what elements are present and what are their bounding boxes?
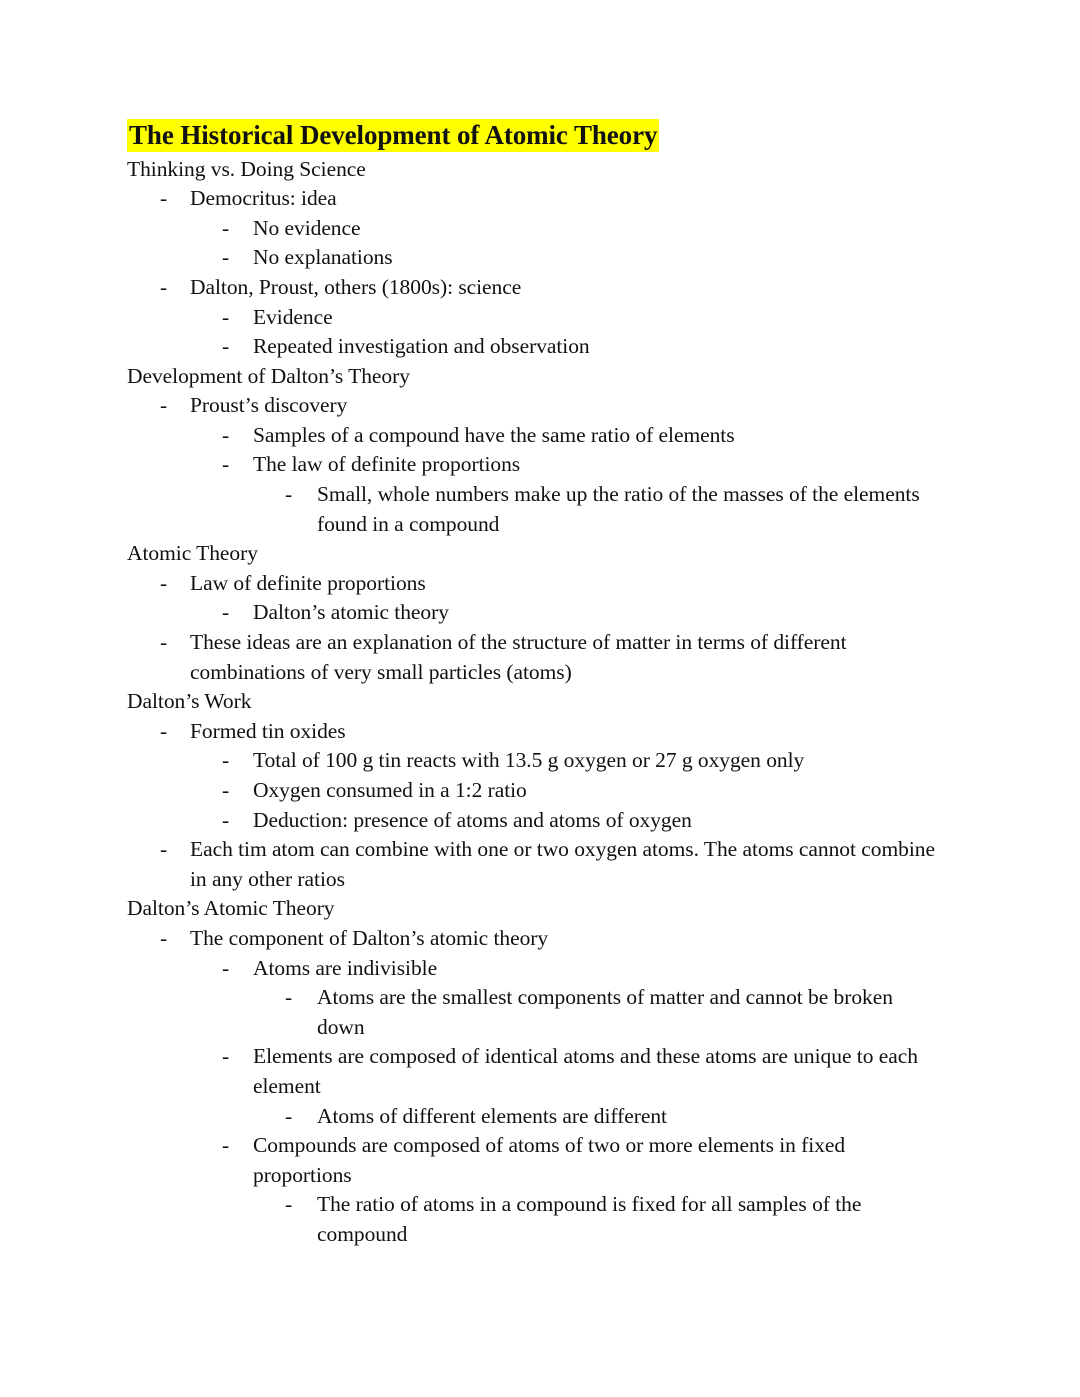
bullet-dash-icon: - <box>222 215 230 240</box>
outline-bullet-item <box>222 1131 945 1190</box>
outline-bullet-item <box>222 776 945 806</box>
bullet-dash-icon: - <box>285 985 293 1010</box>
outline-bullet-item <box>222 954 945 984</box>
outline-heading <box>127 539 945 569</box>
outline-item-label: Each tim atom can combine with one or two oxygen atoms. The atoms cannot combine in any other ratios <box>190 837 935 891</box>
outline-item-label: Atoms are indivisible <box>253 955 438 980</box>
outline-bullet-item <box>160 924 945 954</box>
bullet-dash-icon: - <box>222 807 230 832</box>
outline-bullet-item <box>222 806 945 836</box>
outline-item-label: Elements are composed of identical atoms and these atoms are unique to each element <box>253 1044 918 1098</box>
bullet-dash-icon: - <box>222 334 230 359</box>
outline-item-label: Atomic Theory <box>127 541 258 566</box>
outline-item-label: Evidence <box>253 304 333 329</box>
outline-bullet-item <box>222 214 945 244</box>
outline-item-label: Dalton, Proust, others (1800s): science <box>190 274 522 299</box>
outline-bullet-item <box>285 1190 945 1249</box>
outline-bullet-item <box>160 717 945 747</box>
outline-item-label: Proust’s discovery <box>190 393 348 418</box>
outline-bullet-item <box>222 303 945 333</box>
bullet-dash-icon: - <box>222 245 230 270</box>
bullet-dash-icon: - <box>222 304 230 329</box>
outline-bullet-item <box>160 628 945 687</box>
bullet-dash-icon: - <box>222 1133 230 1158</box>
outline-item-label: Oxygen consumed in a 1:2 ratio <box>253 778 527 803</box>
outline-item-label: Compounds are composed of atoms of two or more elements in fixed proportions <box>253 1133 846 1187</box>
outline-item-label: Dalton’s Atomic Theory <box>127 896 335 921</box>
outline-item-label: Democritus: idea <box>190 186 337 211</box>
bullet-dash-icon: - <box>160 837 168 862</box>
outline-item-label: Atoms of different elements are different <box>317 1103 667 1128</box>
outline-item-label: The component of Dalton’s atomic theory <box>190 925 549 950</box>
bullet-dash-icon: - <box>285 1103 293 1128</box>
bullet-dash-icon: - <box>160 718 168 743</box>
outline-item-label: No evidence <box>253 215 361 240</box>
bullet-dash-icon: - <box>222 1044 230 1069</box>
outline-body <box>127 155 945 1250</box>
bullet-dash-icon: - <box>160 274 168 299</box>
outline-item-label: Total of 100 g tin reacts with 13.5 g oxygen or 27 g oxygen only <box>253 748 805 773</box>
outline-bullet-item <box>222 450 945 480</box>
outline-bullet-item <box>160 835 945 894</box>
outline-heading <box>127 894 945 924</box>
outline-bullet-item <box>222 598 945 628</box>
outline-item-label: Repeated investigation and observation <box>253 334 590 359</box>
bullet-dash-icon: - <box>285 1192 293 1217</box>
bullet-dash-icon: - <box>222 778 230 803</box>
bullet-dash-icon: - <box>222 422 230 447</box>
bullet-dash-icon: - <box>160 186 168 211</box>
outline-item-label: Formed tin oxides <box>190 718 346 743</box>
outline-heading <box>127 362 945 392</box>
outline-item-label: Dalton’s atomic theory <box>253 600 449 625</box>
outline-item-label: Atoms are the smallest components of matter and cannot be broken down <box>317 985 893 1039</box>
outline-bullet-item <box>222 746 945 776</box>
outline-item-label: Samples of a compound have the same ratio of elements <box>253 422 735 447</box>
outline-heading <box>127 687 945 717</box>
outline-item-label: Law of definite proportions <box>190 570 426 595</box>
outline-item-label: The ratio of atoms in a compound is fixed for all samples of the compound <box>317 1192 862 1246</box>
outline-bullet-item <box>160 184 945 214</box>
outline-bullet-item <box>285 480 945 539</box>
outline-bullet-item <box>222 243 945 273</box>
bullet-dash-icon: - <box>160 630 168 655</box>
outline-bullet-item <box>285 1102 945 1132</box>
bullet-dash-icon: - <box>285 482 293 507</box>
outline-bullet-item <box>222 421 945 451</box>
outline-item-label: The law of definite proportions <box>253 452 521 477</box>
outline-item-label: Thinking vs. Doing Science <box>127 156 366 181</box>
bullet-dash-icon: - <box>222 748 230 773</box>
bullet-dash-icon: - <box>160 570 168 595</box>
outline-bullet-item <box>160 273 945 303</box>
outline-item-label: Deduction: presence of atoms and atoms of oxygen <box>253 807 692 832</box>
outline-item-label: No explanations <box>253 245 393 270</box>
outline-item-label: Development of Dalton’s Theory <box>127 363 410 388</box>
outline-item-label: Dalton’s Work <box>127 689 252 714</box>
outline-bullet-item <box>285 983 945 1042</box>
bullet-dash-icon: - <box>222 452 230 477</box>
outline-heading <box>127 155 945 185</box>
bullet-dash-icon: - <box>160 925 168 950</box>
outline-bullet-item <box>222 1042 945 1101</box>
bullet-dash-icon: - <box>222 600 230 625</box>
bullet-dash-icon: - <box>222 955 230 980</box>
outline-item-label: These ideas are an explanation of the structure of matter in terms of different combinations of very small particles (atoms) <box>190 630 847 684</box>
outline-item-label: Small, whole numbers make up the ratio of the masses of the elements found in a compound <box>317 482 920 536</box>
outline-bullet-item <box>222 332 945 362</box>
bullet-dash-icon: - <box>160 393 168 418</box>
page-title <box>127 118 945 153</box>
outline-bullet-item <box>160 391 945 421</box>
page-title-highlight: The Historical Development of Atomic Theory <box>129 120 658 150</box>
outline-bullet-item <box>160 569 945 599</box>
